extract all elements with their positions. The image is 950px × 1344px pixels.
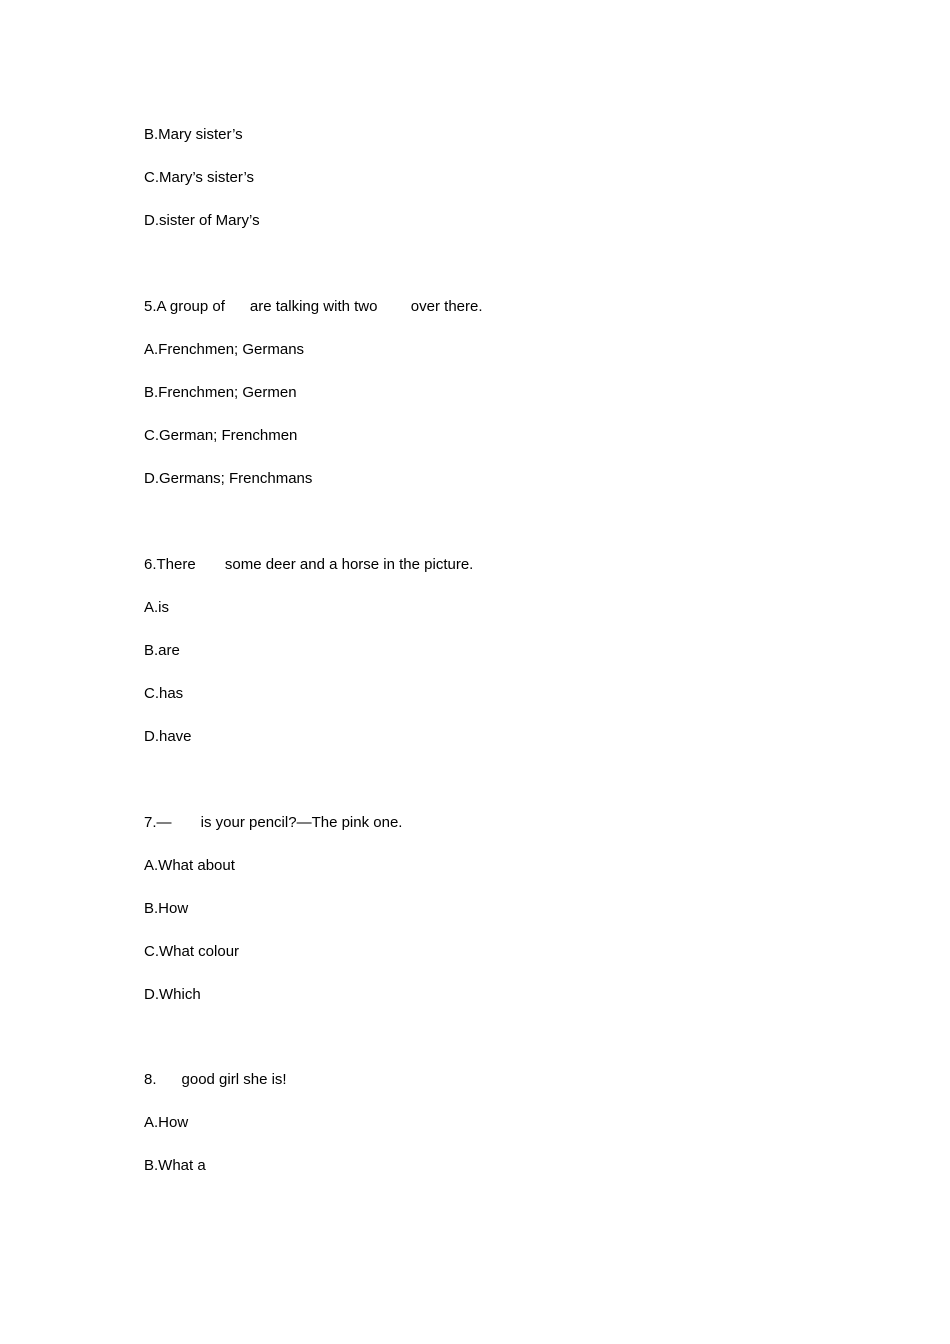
q6-option-c: C.has (144, 685, 184, 702)
q8-stem: 8. good girl she is! (144, 1071, 287, 1088)
q6-option-a: A.is (144, 599, 170, 616)
q6-option-b: B.are (144, 642, 180, 659)
q7-option-d: D.Which (144, 986, 201, 1003)
q7-stem: 7.— is your pencil?—The pink one. (144, 814, 403, 831)
q8-option-b: B.What a (144, 1157, 206, 1174)
q5-option-d: D.Germans; Frenchmans (144, 470, 313, 487)
q5-option-b: B.Frenchmen; Germen (144, 384, 297, 401)
q5-option-a: A.Frenchmen; Germans (144, 341, 305, 358)
q5-stem: 5.A group of are talking with two over there. (144, 298, 483, 315)
q4-option-b: B.Mary sister’s (144, 126, 243, 143)
q7-option-c: C.What colour (144, 943, 240, 960)
q5-option-c: C.German; Frenchmen (144, 427, 298, 444)
q6-stem: 6.There some deer and a horse in the picture. (144, 556, 474, 573)
q4-option-d: D.sister of Mary’s (144, 212, 260, 229)
q7-option-b: B.How (144, 900, 189, 917)
q8-option-a: A.How (144, 1114, 189, 1131)
q4-option-c: C.Mary’s sister’s (144, 169, 255, 186)
q7-option-a: A.What about (144, 857, 235, 874)
q6-option-d: D.have (144, 728, 192, 745)
